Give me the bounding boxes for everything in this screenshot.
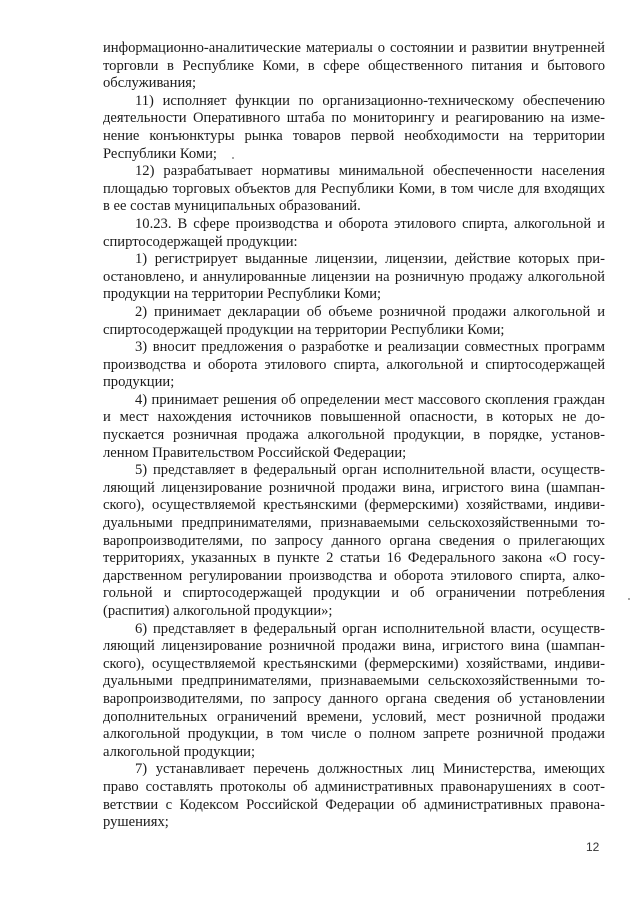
paragraph-item-12: 12) разрабатывает нормативы минимальной обеспеченности населения площадью торговых объектов для Республики Коми, в том числе для входящих в ее состав муниципальных образований. xyxy=(103,163,605,215)
paragraph-item-4: 4) принимает решения об определении мест массового скопления граждан и мест нахождения источников повышенной опасности, в которых не допускается розничная продажа алкогольной продукции, в порядке, установленном Правительством Российской Федерации; xyxy=(103,391,605,461)
paragraph-item-11: 11) исполняет функции по организационно-техническому обеспечению деятельности Оперативного штаба по мониторингу и реагированию на изменение конъюнктуры рынка товаров первой необходимости на территории Республики Коми; xyxy=(103,92,605,162)
paragraph-continuation: информационно-аналитические материалы о состоянии и развитии внутренней торговли в Республике Коми, в сфере общественного питания и бытового обслуживания; xyxy=(103,40,605,92)
scan-speck xyxy=(628,598,630,600)
page-number: 12 xyxy=(586,840,600,854)
paragraph-item-1: 1) регистрирует выданные лицензии, лицензии, действие которых приостановлено, и аннулированные лицензии на розничную продажу алкогольной продукции на территории Республики Коми; xyxy=(103,251,605,303)
scan-speck xyxy=(232,157,234,159)
paragraph-item-2: 2) принимает декларации об объеме розничной продажи алкогольной и спиртосодержащей продукции на территории Республики Коми; xyxy=(103,303,605,338)
paragraph-section-10-23: 10.23. В сфере производства и оборота этилового спирта, алкогольной и спиртосодержащей продукции: xyxy=(103,215,605,250)
paragraph-item-6: 6) представляет в федеральный орган исполнительной власти, осуществляющий лицензирование розничной продажи вина, игристого вина (шампанского), осуществляемой крестьянскими (фермерскими) хозяйствами, индивидуальными предпринимателями, признаваемыми сельскохозяйственными товаропроизводителями, по запросу данного органа сведения об установлении дополнительных ограничений времени, условий, мест розничной продажи алкогольной продукции, в том числе о полном запрете розничной продажи алкогольной продукции; xyxy=(103,620,605,760)
document-body xyxy=(103,40,605,832)
paragraph-item-3: 3) вносит предложения о разработке и реализации совместных программ производства и оборота этилового спирта, алкогольной и спиртосодержащей продукции; xyxy=(103,339,605,391)
paragraph-item-7: 7) устанавливает перечень должностных лиц Министерства, имеющих право составлять протоколы об административных правонарушениях в соответствии с Кодексом Российской Федерации об административных правонарушениях; xyxy=(103,761,605,831)
paragraph-item-5: 5) представляет в федеральный орган исполнительной власти, осуществляющий лицензирование розничной продажи вина, игристого вина (шампанского), осуществляемой крестьянскими (фермерскими) хозяйствами, индивидуальными предпринимателями, признаваемыми сельскохозяйственными товаропроизводителями, по запросу данного органа сведения о прилегающих территориях, указанных в пункте 2 статьи 16 Федерального закона «О государственном регулировании производства и оборота этилового спирта, алкогольной и спиртосодержащей продукции и об ограничении потребления (распития) алкогольной продукции»; xyxy=(103,462,605,619)
